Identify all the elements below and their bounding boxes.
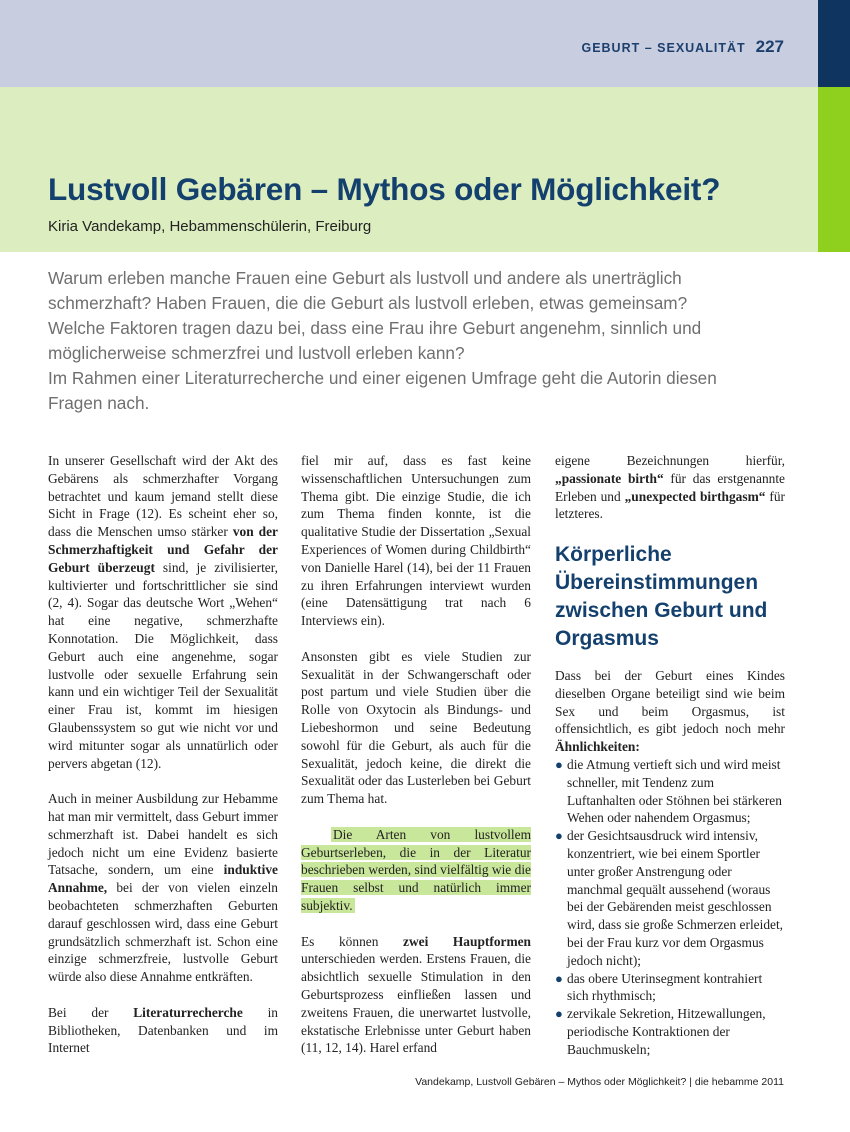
highlight-text: Die Arten von lustvollem Geburtserleben, die in der Literatur beschrieben werden, sind vielfältig wie die Frauen selbst und natürlich immer subjektiv. [301,826,531,913]
title-accent-bar [818,87,850,252]
page-number: 227 [755,37,784,56]
bullet-list [555,756,785,1059]
bullet-icon: ● [555,756,563,772]
section-heading: Körperliche Übereinstimmungen zwischen Geburt und Orgasmus [555,542,768,650]
list-item-text: der Gesichtsausdruck wird intensiv, konzentriert, wie bei einem Sportler unter großer Anstrengung oder manchmal gequält aussehend (woraus bei der Gebärenden meist geschlossen wird, dass sie große Schmerzen erleidet, bei der Frau kurz vor dem Orgasmus jedoch nicht); [567,828,784,968]
abstract-line: Welche Faktoren tragen dazu bei, dass eine Frau ihre Geburt angenehm, sinnlich und [48,318,702,338]
abstract [48,266,788,416]
text-run: bei der von vielen einzeln beobachteten schmerzhaften Geburten darauf geschlossen wird, dass eine Geburt grundsätzlich schmerzhaft ist. Schon eine einzige schmerzfreie, lustvolle Geburt würde also diese Annahme entkräften. [48,880,278,985]
author-line: Kiria Vandekamp, Hebammenschülerin, Freiburg [48,218,372,235]
text-run: Auch in meiner Ausbildung zur Hebamme hat man mir vermittelt, dass Geburt immer schmerzhaft ist. Dabei handelt es sich jedoch nicht um eine Evidenz basierte Tatsache, sondern, um eine [48,791,278,878]
abstract-line: Im Rahmen einer Literaturrecherche und einer eigenen Umfrage geht die Autorin diesen [48,368,717,388]
text-run: unterschieden werden. Erstens Frauen, die absichtlich sexuelle Stimulation in den Geburtsprozess einfließen lassen und zweitens Frauen, die unerwartet lustvolle, ekstatische Erlebnisse unter Geburt haben (11, 12, 14). Harel erfand [301,951,531,1056]
list-item-text: die Atmung vertieft sich und wird meist schneller, mit Tendenz zum Luftanhalten oder Stöhnen bei stärkeren Wehen oder nahendem Orgasmus; [567,756,782,826]
list-item [555,970,785,1006]
paragraph [301,933,531,1058]
bullet-icon: ● [555,970,563,986]
list-item [555,1005,785,1058]
text-run: für das erstgenannte Erleben und [555,470,785,504]
bold-text: Literaturrecherche [133,1004,243,1020]
abstract-line: schmerzhaft? Haben Frauen, die die Geburt als lustvoll erleben, etwas gemeinsam? [48,293,688,313]
paragraph: Ansonsten gibt es viele Studien zur Sexualität in der Schwangerschaft oder post partum und viele Studien über die Rolle von Oxytocin als Bindungs- und Liebeshormon und seine Bedeutung sowohl für die Geburt, als auch für die Sexualität, jedoch keine, die direkt die Sexualität oder das Lusterleben bei Geburt zum Thema hat. [301,648,531,807]
header-accent-bar [818,0,850,87]
paragraph [555,667,785,756]
page-footer: Vandekamp, Lustvoll Gebären – Mythos oder Möglichkeit? | die hebamme 2011 [415,1076,784,1088]
column-2 [301,452,531,1075]
paragraph [555,452,785,523]
column-3 [555,452,785,1059]
list-item-text: zervikale Sekretion, Hitzewallungen, periodische Kontraktionen der Bauchmuskeln; [567,1006,766,1057]
running-head-section: GEBURT – SEXUALITÄT [581,41,746,55]
abstract-line: möglicherweise schmerzfrei und lustvoll erleben kann? [48,343,465,363]
text-run: Bei der [48,1004,134,1020]
paragraph [48,790,278,986]
text-run: Es können [301,933,404,949]
abstract-line: Warum erleben manche Frauen eine Geburt als lustvoll und andere als unerträglich [48,268,682,288]
text-run: In unserer Gesellschaft wird der Akt des Gebärens als schmerzhafter Vorgang betrachtet und kaum jemand stellt diese Sicht in Frage (12). Es scheint eher so, dass die Menschen umso stärker [48,453,278,540]
bullet-icon: ● [555,1006,563,1022]
paragraph [48,452,278,772]
list-item [555,756,785,827]
text-run: sind, je zivilisierter, kultivierter und fortschrittlicher sie sind (2, 4). Sogar das deutsche Wort „Wehen“ hat eine negative, schmerzhafte Konnotation. Die Möglichkeit, dass Geburt auch eine angenehme, sogar lustvolle oder sexuelle Erfahrung sein kann und ein wichtiger Teil der Sexualität einer Frau ist, kommt im hiesigen Glaubenssystem so gut wie nicht vor und wird mitunter sogar als unnatürlich oder pervers abgetan (12). [48,559,278,771]
bold-text: induktive Annahme, [48,862,278,896]
bold-text: „passionate birth“ [555,470,664,486]
list-item-text: das obere Uterinsegment kontrahiert sich rhythmisch; [567,970,763,1004]
paragraph [48,1004,278,1057]
text-run: eigene Bezeichnungen hierfür, [555,453,785,468]
text-run: Dass bei der Geburt eines Kindes dieselben Organe beteiligt sind wie beim Sex und beim Orgasmus, ist offensichtlich, es gibt jedoch noch mehr [555,667,785,737]
column-1 [48,452,278,1075]
abstract-line: Fragen nach. [48,393,150,413]
list-item [555,827,785,969]
text-run: in Bibliotheken, Datenbanken und im Internet [48,1004,279,1056]
bold-text: Ähnlichkeiten: [555,739,640,755]
article-title: Lustvoll Gebären – Mythos oder Möglichkeit? [48,171,721,207]
paragraph: fiel mir auf, dass es fast keine wissenschaftlichen Untersuchungen zum Thema gibt. Die einzige Studie, die ich zum Thema finden konnte, ist die qualitative Studie der Dissertation „Sexual Experiences of Women during Childbirth“ von Danielle Harel (14), bei der 11 Frauen zu ihren Erfahrungen interviewt wurden (eine Datensättigung trat nach 6 Interviews ein). [301,453,531,629]
bold-text: von der Schmerzhaftigkeit und Gefahr der Geburt überzeugt [48,524,278,575]
bold-text: zwei Hauptformen [403,933,531,949]
bullet-icon: ● [555,828,563,844]
highlighted-paragraph [301,826,531,915]
text-run: für letzteres. [555,488,785,522]
bold-text: „unexpected birthgasm“ [624,488,766,504]
running-head [581,37,784,57]
